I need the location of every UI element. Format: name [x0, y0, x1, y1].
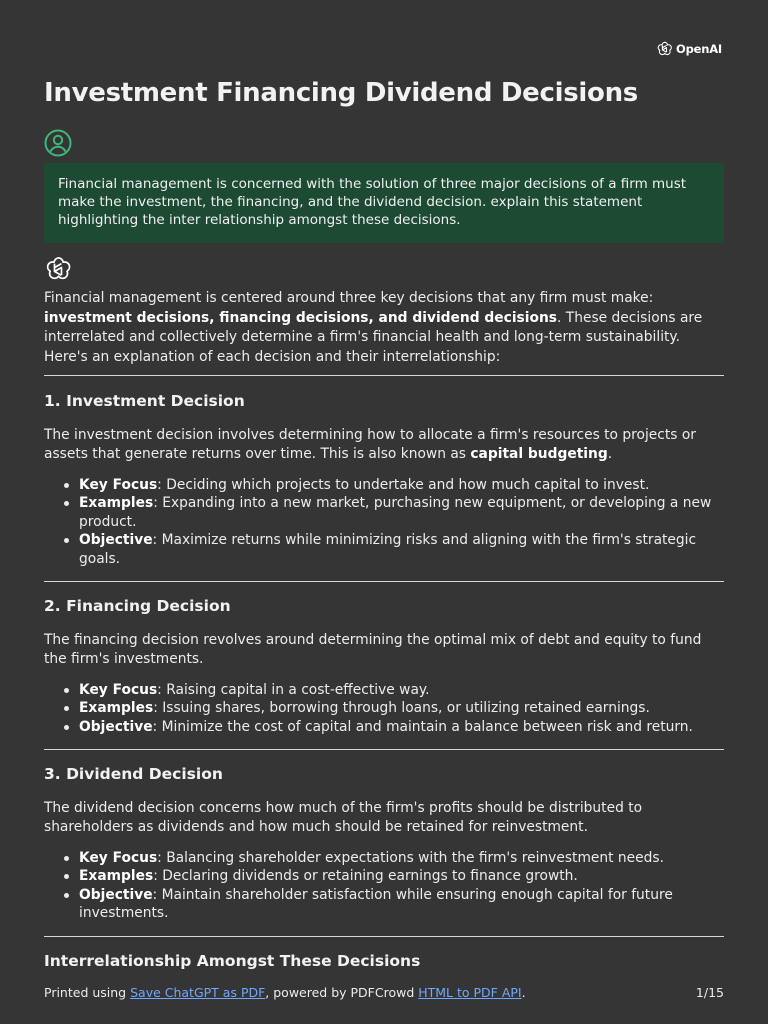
bullet-label: Objective: [79, 886, 153, 903]
page-title: Investment Financing Dividend Decisions: [44, 78, 638, 108]
bullet-text: : Maximize returns while minimizing risks and aligning with the firm's strategic goals.: [79, 532, 697, 567]
list-item: [44, 718, 724, 737]
bullet-label: Objective: [79, 718, 153, 735]
list-item: [44, 886, 724, 923]
footer: [44, 985, 724, 1000]
brand-name: OpenAI: [676, 41, 722, 56]
bullet-text: : Deciding which projects to undertake and how much capital to invest.: [157, 476, 650, 493]
user-avatar-icon: [44, 129, 72, 157]
openai-logo-icon: [656, 40, 673, 57]
bullet-label: Key Focus: [79, 476, 158, 493]
list-item: [44, 494, 724, 531]
bullet-text: : Expanding into a new market, purchasing new equipment, or developing a new product.: [79, 495, 712, 530]
footer-text: Printed using: [44, 985, 131, 1000]
paragraph-text: The investment decision involves determining how to allocate a firm's resources to projects or assets that generate returns over time. This is also known as: [44, 426, 696, 462]
section-heading-investment: 1. Investment Decision: [44, 392, 245, 410]
bullet-label: Key Focus: [79, 681, 158, 698]
footer-text-end: .: [521, 985, 526, 1000]
paragraph-text-end: .: [607, 446, 613, 462]
bullet-label: Examples: [79, 495, 154, 511]
list-item: [44, 531, 724, 568]
bullet-label: Examples: [79, 700, 154, 716]
bullet-text: : Maintain shareholder satisfaction while ensuring enough capital for future investments.: [79, 886, 673, 921]
bullet-list-dividend: [44, 849, 724, 923]
section-paragraph-dividend: [44, 799, 724, 838]
divider: [44, 375, 724, 376]
html-to-pdf-api-link[interactable]: HTML to PDF API: [418, 985, 522, 1000]
paragraph-text: The dividend decision concerns how much of the firm's profits should be distributed to shareholders as dividends and how much should be retained for reinvestment.: [44, 799, 643, 835]
bullet-text: : Raising capital in a cost-effective way.: [157, 681, 430, 698]
bullet-text: : Minimize the cost of capital and maintain a balance between risk and return.: [152, 718, 693, 735]
page-number: 1/15: [695, 985, 724, 1000]
list-item: [44, 867, 724, 886]
assistant-response: [44, 289, 724, 971]
section-heading-dividend: 3. Dividend Decision: [44, 765, 223, 783]
section-heading-interrelationship: Interrelationship Amongst These Decisions: [44, 951, 421, 970]
paragraph-bold: capital budgeting: [470, 446, 608, 462]
divider: [44, 581, 724, 582]
section-paragraph-financing: [44, 631, 724, 670]
save-chatgpt-pdf-link[interactable]: Save ChatGPT as PDF: [130, 985, 266, 1000]
list-item: [44, 681, 724, 700]
footer-text-middle: , powered by PDFCrowd: [265, 985, 419, 1000]
intro-bold: investment decisions, financing decisions, and dividend decisions: [44, 309, 558, 326]
user-prompt: Financial management is concerned with the solution of three major decisions of a firm must make the investment, the financing, and the dividend decision. explain this statement highlighting the inter relationship amongst these decisions.: [44, 163, 724, 243]
bullet-list-investment: [44, 476, 724, 569]
divider: [44, 749, 724, 750]
list-item: [44, 699, 724, 718]
list-item: [44, 849, 724, 868]
section-paragraph-investment: [44, 426, 724, 465]
section-heading-financing: 2. Financing Decision: [44, 597, 231, 615]
bullet-text: : Issuing shares, borrowing through loans, or utilizing retained earnings.: [153, 700, 650, 716]
intro-text: Financial management is centered around three key decisions that any firm must make:: [44, 290, 654, 306]
divider: [44, 936, 724, 937]
bullet-label: Key Focus: [79, 849, 158, 866]
intro-paragraph: [44, 289, 724, 367]
bullet-text: : Balancing shareholder expectations with the firm's reinvestment needs.: [157, 849, 664, 866]
bullet-text: : Declaring dividends or retaining earnings to finance growth.: [153, 868, 578, 884]
bullet-label: Objective: [79, 532, 153, 548]
list-item: [44, 476, 724, 495]
paragraph-text: The financing decision revolves around determining the optimal mix of debt and equity to fund the firm's investments.: [44, 631, 702, 667]
brand: [656, 40, 722, 57]
chatgpt-icon: [44, 255, 72, 283]
bullet-list-financing: [44, 681, 724, 737]
bullet-label: Examples: [79, 868, 154, 884]
intro-text-end: . These decisions are interrelated and collectively determine a firm's financial health and long-term sustainability. Here's an explanation of each decision and their interrelationship:: [44, 309, 703, 365]
